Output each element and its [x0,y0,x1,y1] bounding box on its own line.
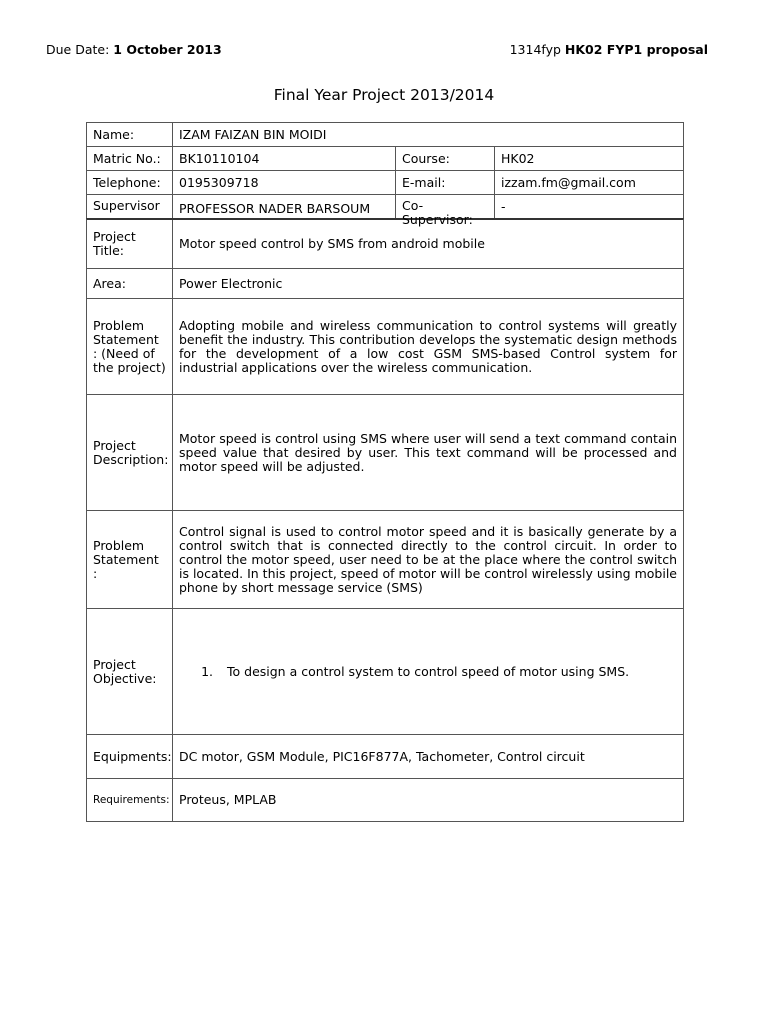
objective-list [179,665,629,679]
project-objective-label: Project Objective: [87,609,173,734]
due-date-value: 1 October 2013 [113,42,222,57]
name-row [86,122,684,146]
cosupervisor-label: Co-Supervisor: [396,195,495,218]
project-title-row [86,218,684,268]
area-label: Area: [87,269,173,298]
telephone-label: Telephone: [87,171,173,194]
project-title-value: Motor speed control by SMS from android mobile [179,236,485,251]
due-date [46,42,222,57]
project-description-label: Project Description: [87,395,173,510]
problem-statement-row [86,510,684,608]
supervisor-label: Supervisor [87,195,173,218]
project-description-cell [173,395,683,510]
name-label: Name: [87,123,173,146]
equipment-row [86,734,684,778]
course-label: Course: [396,147,495,170]
email-label: E-mail: [396,171,495,194]
document-code [510,42,708,57]
project-objective-cell [173,609,683,734]
problem-statement-label: Problem Statement : [87,511,173,608]
problem-statement-value: Control signal is used to control motor speed and it is basically generate by a control switch that is connected directly to the control circuit. In order to control the motor speed, user need to be at the place where the control switch is located. In this project, speed of motor will be control wirelessly using mobile phone by short message service (SMS) [179,523,677,595]
equipment-value: DC motor, GSM Module, PIC16F877A, Tachometer, Control circuit [179,748,585,764]
problem-statement-cell [173,511,683,608]
area-row [86,268,684,298]
page-title: Final Year Project 2013/2014 [273,86,495,104]
document-code-value: HK02 FYP1 proposal [564,42,708,57]
problem-statement-need-label: Problem Statement : (Need of the project) [87,299,173,394]
area-value: Power Electronic [179,275,283,291]
cosupervisor-value: - [501,198,506,214]
document-code-label: 1314fyp [509,42,565,57]
equipment-label: Equipments: [87,735,173,778]
project-description-row [86,394,684,510]
supervisor-row [86,194,684,227]
problem-statement-need-row [86,298,684,394]
project-description-value: Motor speed is control using SMS where user will send a text command contain speed value that desired by user. This text command will be processed and motor speed will be adjusted. [179,430,677,474]
project-title-label: Project Title: [87,220,173,268]
telephone-value: 0195309718 [173,171,396,194]
requirements-label: Requirements: [87,779,173,821]
matric-value: BK10110104 [173,147,396,170]
matric-label: Matric No.: [87,147,173,170]
problem-statement-need-value: Adopting mobile and wireless communication to control systems will greatly benefit the industry. This contribution develops the systematic design methods for the development of a low cost GSM SMS-based Control system for industrial applications over the wireless communication. [179,317,677,375]
project-objective-row [86,608,684,734]
problem-statement-need-cell [173,299,683,394]
matric-row [86,146,684,170]
objective-item: 1. To design a control system to control speed of motor using SMS. [217,665,629,679]
name-value: IZAM FAIZAN BIN MOIDI [179,126,327,142]
course-value: HK02 [501,150,535,166]
email-value: izzam.fm@gmail.com [501,174,636,190]
requirements-row [86,778,684,822]
proposal-form-table [86,122,684,822]
due-date-label: Due Date: [46,42,114,57]
requirements-value: Proteus, MPLAB [179,792,277,807]
supervisor-value: PROFESSOR NADER BARSOUM [173,195,396,218]
telephone-row [86,170,684,194]
